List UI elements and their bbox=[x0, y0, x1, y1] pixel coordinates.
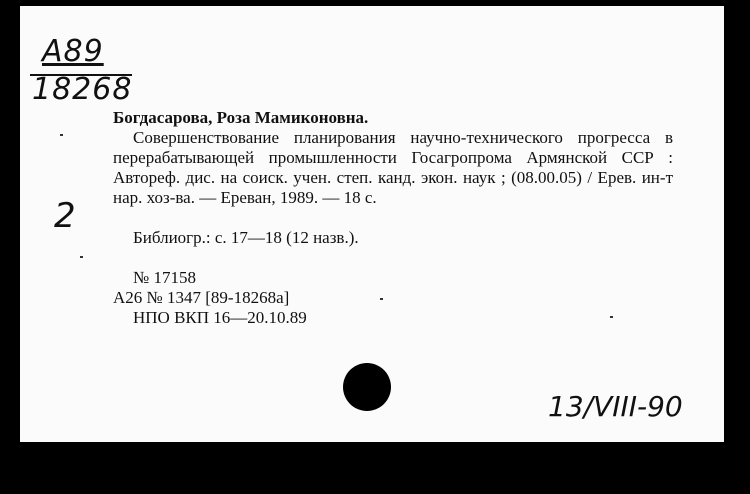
scan-speck bbox=[610, 316, 613, 318]
author-name: Богдасарова, Роза Мамиконовна. bbox=[113, 108, 369, 127]
npo-record-line: НПО ВКП 16—20.10.89 bbox=[133, 308, 307, 327]
bibliography-note: Библиогр.: с. 17—18 (12 назв.). bbox=[133, 228, 359, 247]
scan-speck bbox=[80, 256, 83, 258]
punch-hole bbox=[343, 363, 391, 411]
title-description: Совершенствование планирования научно-технического прогресса в перерабатывающей промышленности Госагропрома Армянской ССР : Автореф. дис. на соиск. учен. степ. канд. экон. наук ; (08.00.05) / Ерев. ин-т нар. хоз-ва. — Ереван, 1989. — 18 с. bbox=[113, 128, 673, 207]
shelf-mark-top: A89 bbox=[42, 34, 104, 69]
a26-record-line: А26 № 1347 [89-18268а] bbox=[113, 288, 290, 307]
shelf-mark-bottom: 18268 bbox=[32, 72, 133, 107]
scan-speck bbox=[60, 134, 63, 136]
catalog-card bbox=[20, 6, 724, 442]
scan-speck bbox=[380, 298, 383, 300]
handwritten-date-stamp: 13/VIII-90 bbox=[548, 390, 683, 423]
record-number: № 17158 bbox=[133, 268, 196, 287]
handwritten-margin-mark: 2 bbox=[54, 196, 76, 236]
